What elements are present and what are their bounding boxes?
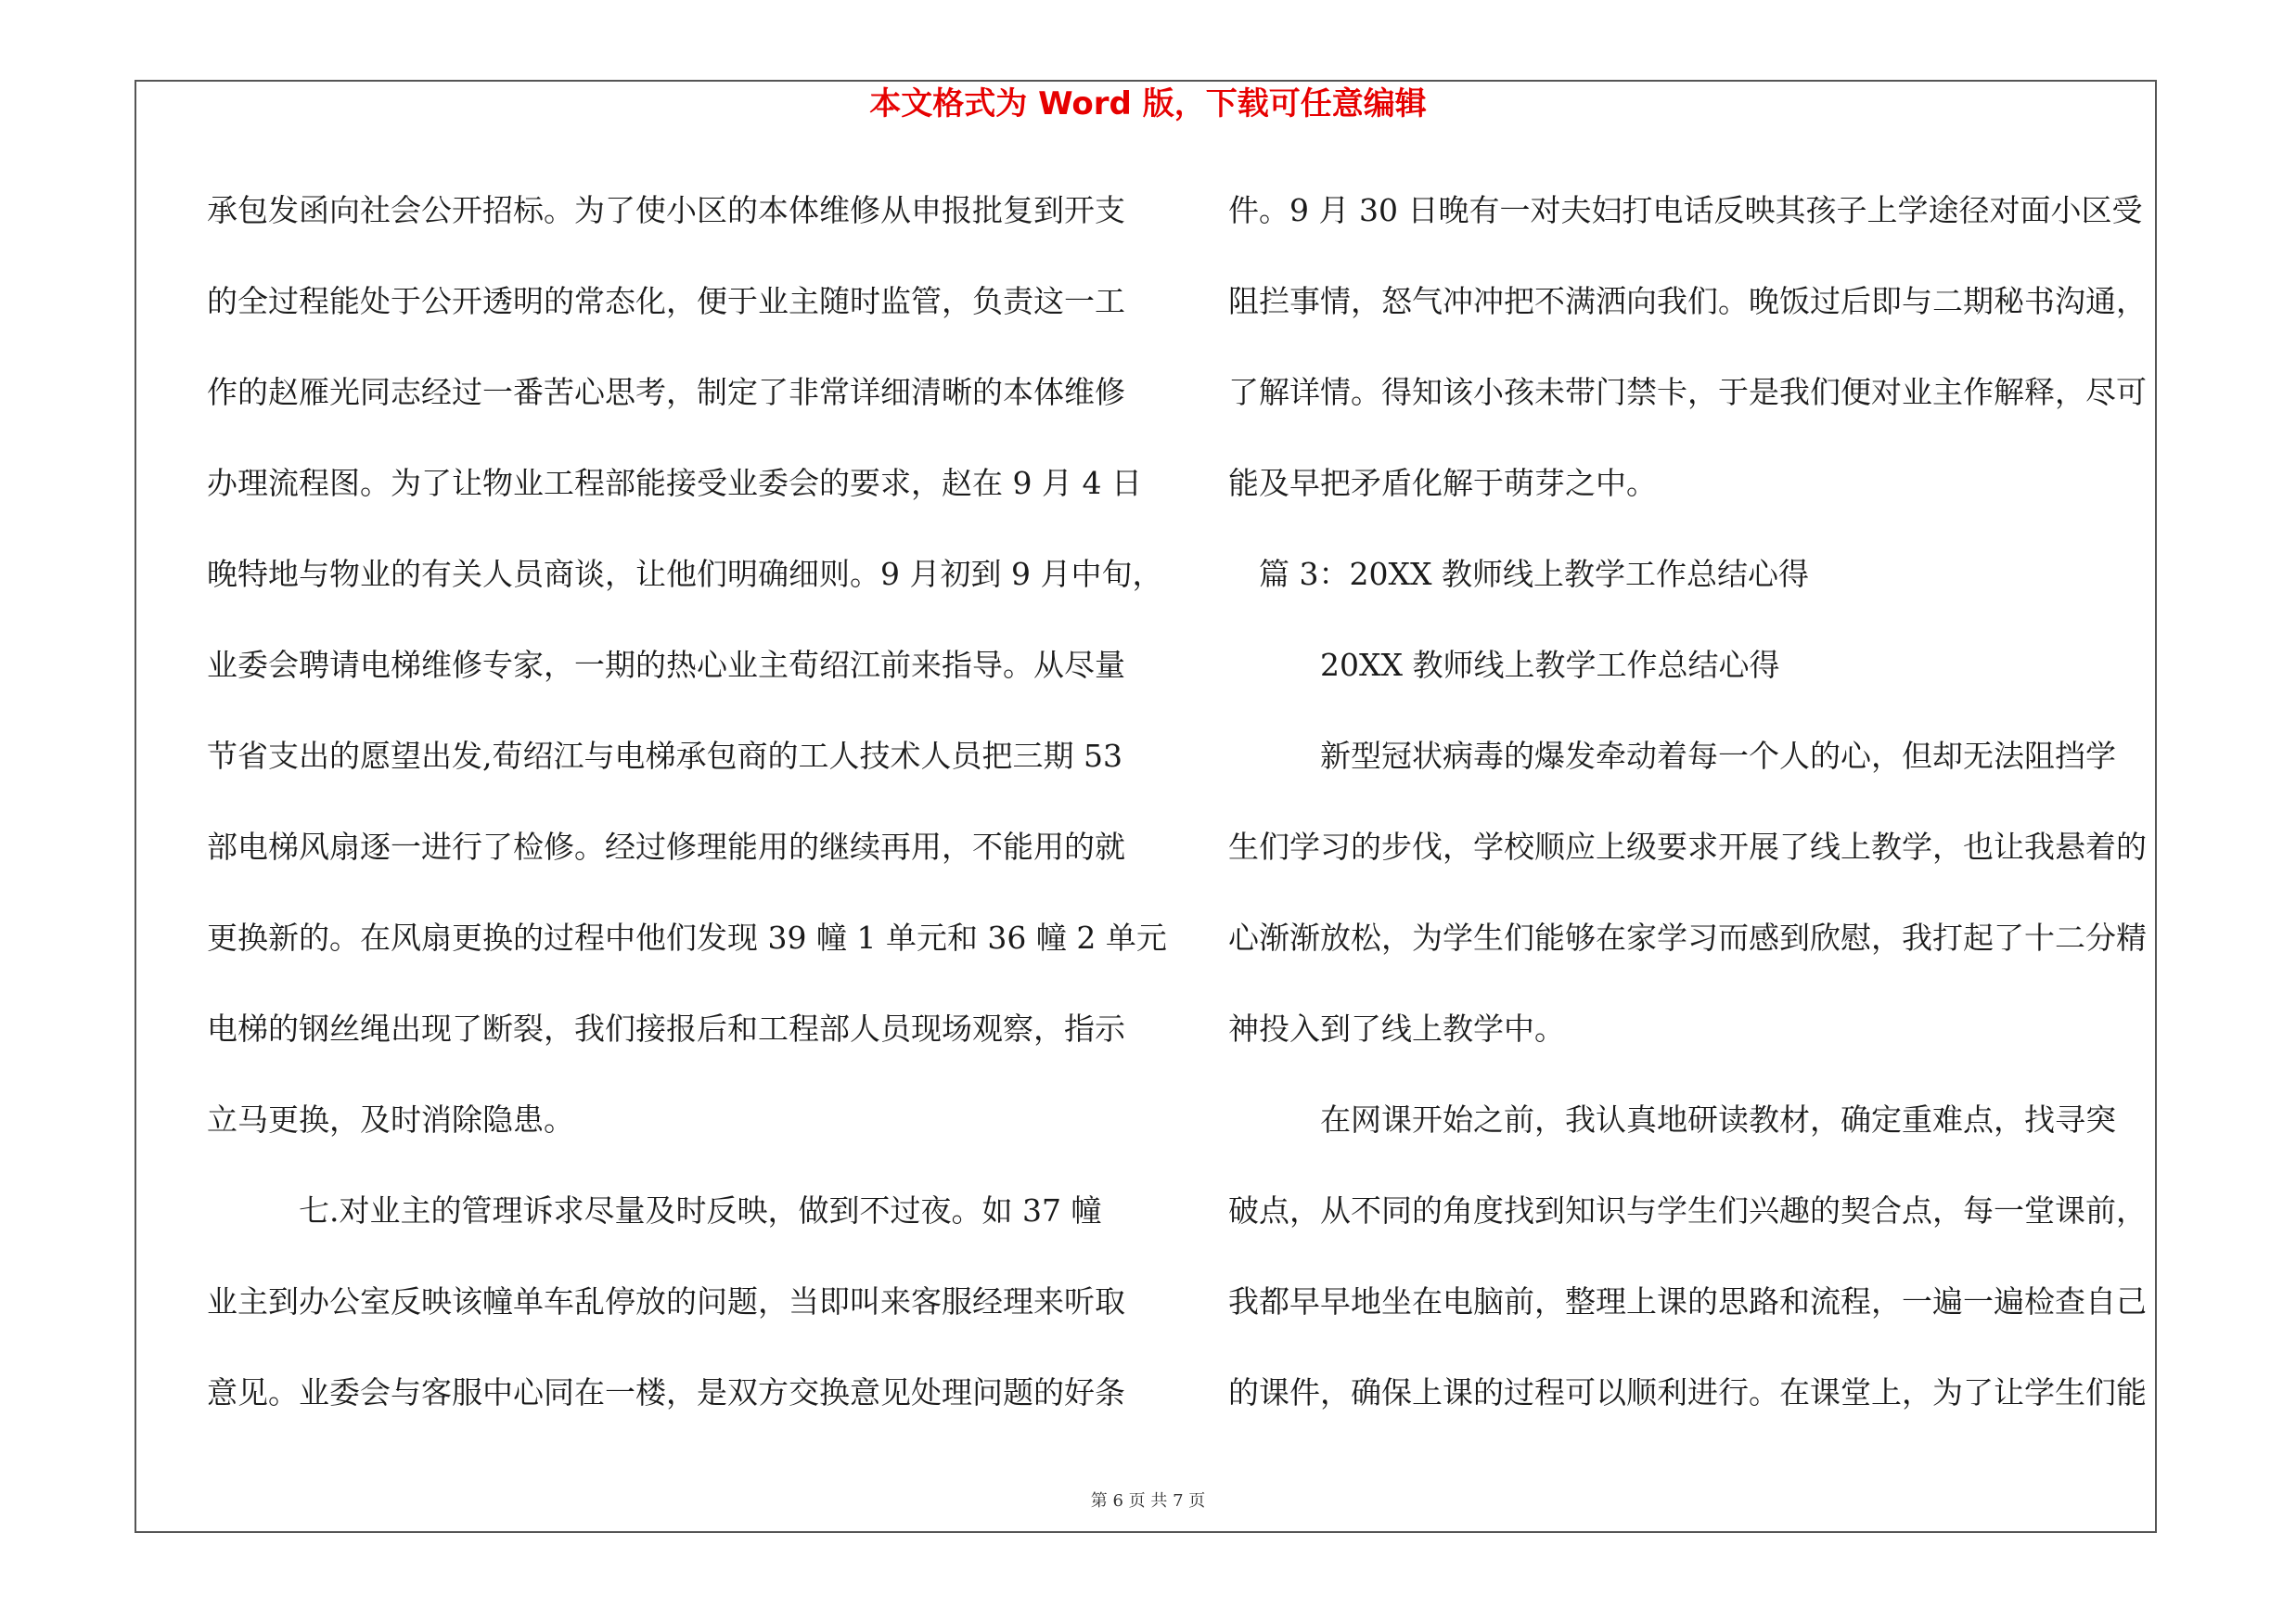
- text-line: 的全过程能处于公开透明的常态化，便于业主随时监管，负责这一工: [207, 283, 1125, 319]
- text-line: 立马更换，及时消除隐患。: [207, 1101, 574, 1138]
- text-line: 生们学习的步伐，学校顺应上级要求开展了线上教学，也让我悬着的: [1228, 829, 2147, 865]
- text-line: 办理流程图。为了让物业工程部能接受业委会的要求，赵在 9 月 4 日: [207, 465, 1142, 501]
- text-line: 件。9 月 30 日晚有一对夫妇打电话反映其孩子上学途径对面小区受: [1228, 192, 2143, 228]
- text-line: 神投入到了线上教学中。: [1228, 1011, 1565, 1047]
- text-line: 心渐渐放松，为学生们能够在家学习而感到欣慰，我打起了十二分精: [1228, 920, 2147, 956]
- left-text-column: [207, 184, 1167, 1457]
- text-line: 部电梯风扇逐一进行了检修。经过修理能用的继续再用，不能用的就: [207, 829, 1125, 865]
- text-line: 业主到办公室反映该幢单车乱停放的问题，当即叫来客服经理来听取: [207, 1283, 1125, 1320]
- page-number: 第 6 页 共 7 页: [1090, 1491, 1206, 1511]
- text-line: 在网课开始之前，我认真地研读教材，确定重难点，找寻突: [1228, 1101, 2116, 1138]
- article-title: 20XX 教师线上教学工作总结心得: [1228, 647, 1780, 683]
- section-heading: 篇 3：20XX 教师线上教学工作总结心得: [1228, 556, 1809, 592]
- text-line: 新型冠状病毒的爆发牵动着每一个人的心，但却无法阻挡学: [1228, 738, 2116, 774]
- text-line: 能及早把矛盾化解于萌芽之中。: [1228, 465, 1657, 501]
- text-line: 作的赵雁光同志经过一番苦心思考，制定了非常详细清晰的本体维修: [207, 374, 1125, 410]
- text-line: 业委会聘请电梯维修专家，一期的热心业主荀绍江前来指导。从尽量: [207, 647, 1125, 683]
- text-line: 破点，从不同的角度找到知识与学生们兴趣的契合点，每一堂课前，: [1228, 1192, 2147, 1229]
- text-line: 我都早早地坐在电脑前，整理上课的思路和流程，一遍一遍检查自己: [1228, 1283, 2147, 1320]
- text-line: 承包发函向社会公开招标。为了使小区的本体维修从申报批复到开支: [207, 192, 1125, 228]
- text-line: 七.对业主的管理诉求尽量及时反映，做到不过夜。如 37 幢: [207, 1192, 1102, 1229]
- right-text-column: [1228, 184, 2147, 1457]
- format-banner: 本文格式为 Word 版，下载可任意编辑: [869, 85, 1427, 122]
- text-line: 意见。业委会与客服中心同在一楼，是双方交换意见处理问题的好条: [207, 1374, 1125, 1410]
- text-line: 阻拦事情，怒气冲冲把不满洒向我们。晚饭过后即与二期秘书沟通，: [1228, 283, 2147, 319]
- text-line: 了解详情。得知该小孩未带门禁卡，于是我们便对业主作解释，尽可: [1228, 374, 2147, 410]
- text-line: 更换新的。在风扇更换的过程中他们发现 39 幢 1 单元和 36 幢 2 单元: [207, 920, 1167, 956]
- text-line: 晚特地与物业的有关人员商谈，让他们明确细则。9 月初到 9 月中旬，: [207, 556, 1163, 592]
- text-line: 节省支出的愿望出发,荀绍江与电梯承包商的工人技术人员把三期 53: [207, 738, 1122, 774]
- text-line: 电梯的钢丝绳出现了断裂，我们接报后和工程部人员现场观察，指示: [207, 1011, 1125, 1047]
- text-line: 的课件，确保上课的过程可以顺利进行。在课堂上，为了让学生们能: [1228, 1374, 2147, 1410]
